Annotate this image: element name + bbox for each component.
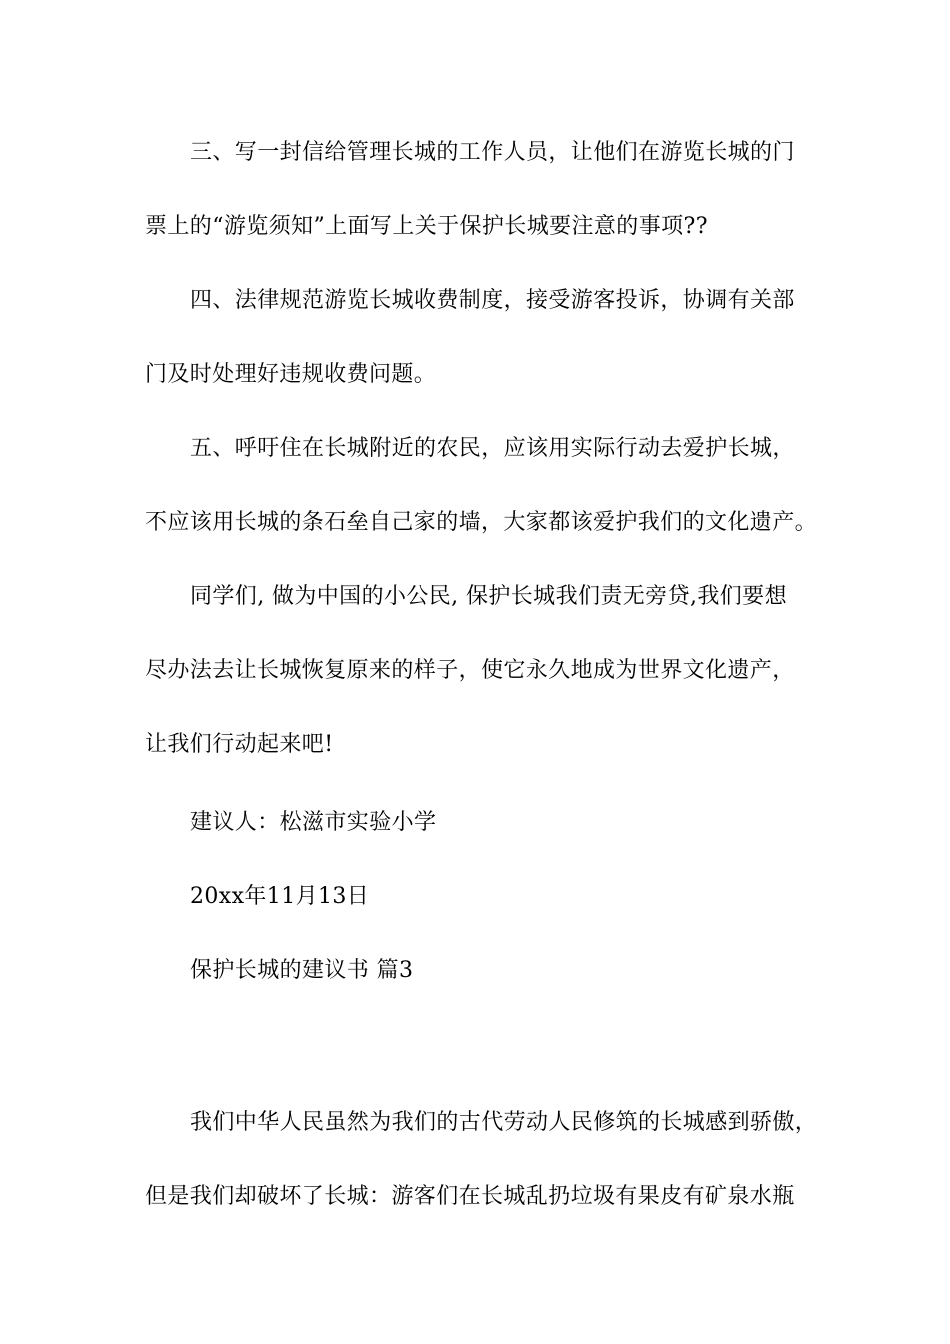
date-line: 20xx年11月13日 <box>190 884 370 909</box>
paragraph-line: 我们中华人民虽然为我们的古代劳动人民修筑的长城感到骄傲， <box>190 1110 818 1135</box>
paragraph-line: 五、呼吁住在长城附近的农民，应该用实际行动去爱护长城， <box>190 436 795 461</box>
paragraph-line: 同学们, 做为中国的小公民, 保护长城我们责无旁贷,我们要想 <box>190 584 787 609</box>
paragraph-line: 让我们行动起来吧! <box>145 732 334 757</box>
paragraph-line: 四、法律规范游览长城收费制度，接受游客投诉，协调有关部 <box>190 288 795 313</box>
paragraph-line: 尽办法去让长城恢复原来的样子，使它永久地成为世界文化遗产， <box>145 658 795 683</box>
paragraph-line: 票上的“游览须知”上面写上关于保护长城要注意的事项?? <box>145 214 708 239</box>
paragraph-line: 三、写一封信给管理长城的工作人员，让他们在游览长城的门 <box>190 140 795 165</box>
signatory-line: 建议人：松滋市实验小学 <box>190 810 437 835</box>
paragraph-line: 但是我们却破坏了长城：游客们在长城乱扔垃圾有果皮有矿泉水瓶 <box>145 1184 795 1209</box>
section-heading: 保护长城的建议书 篇3 <box>190 958 414 983</box>
paragraph-line: 门及时处理好违规收费问题。 <box>145 362 437 387</box>
paragraph-line: 不应该用长城的条石垒自己家的墙，大家都该爱护我们的文化遗产。 <box>145 510 818 535</box>
